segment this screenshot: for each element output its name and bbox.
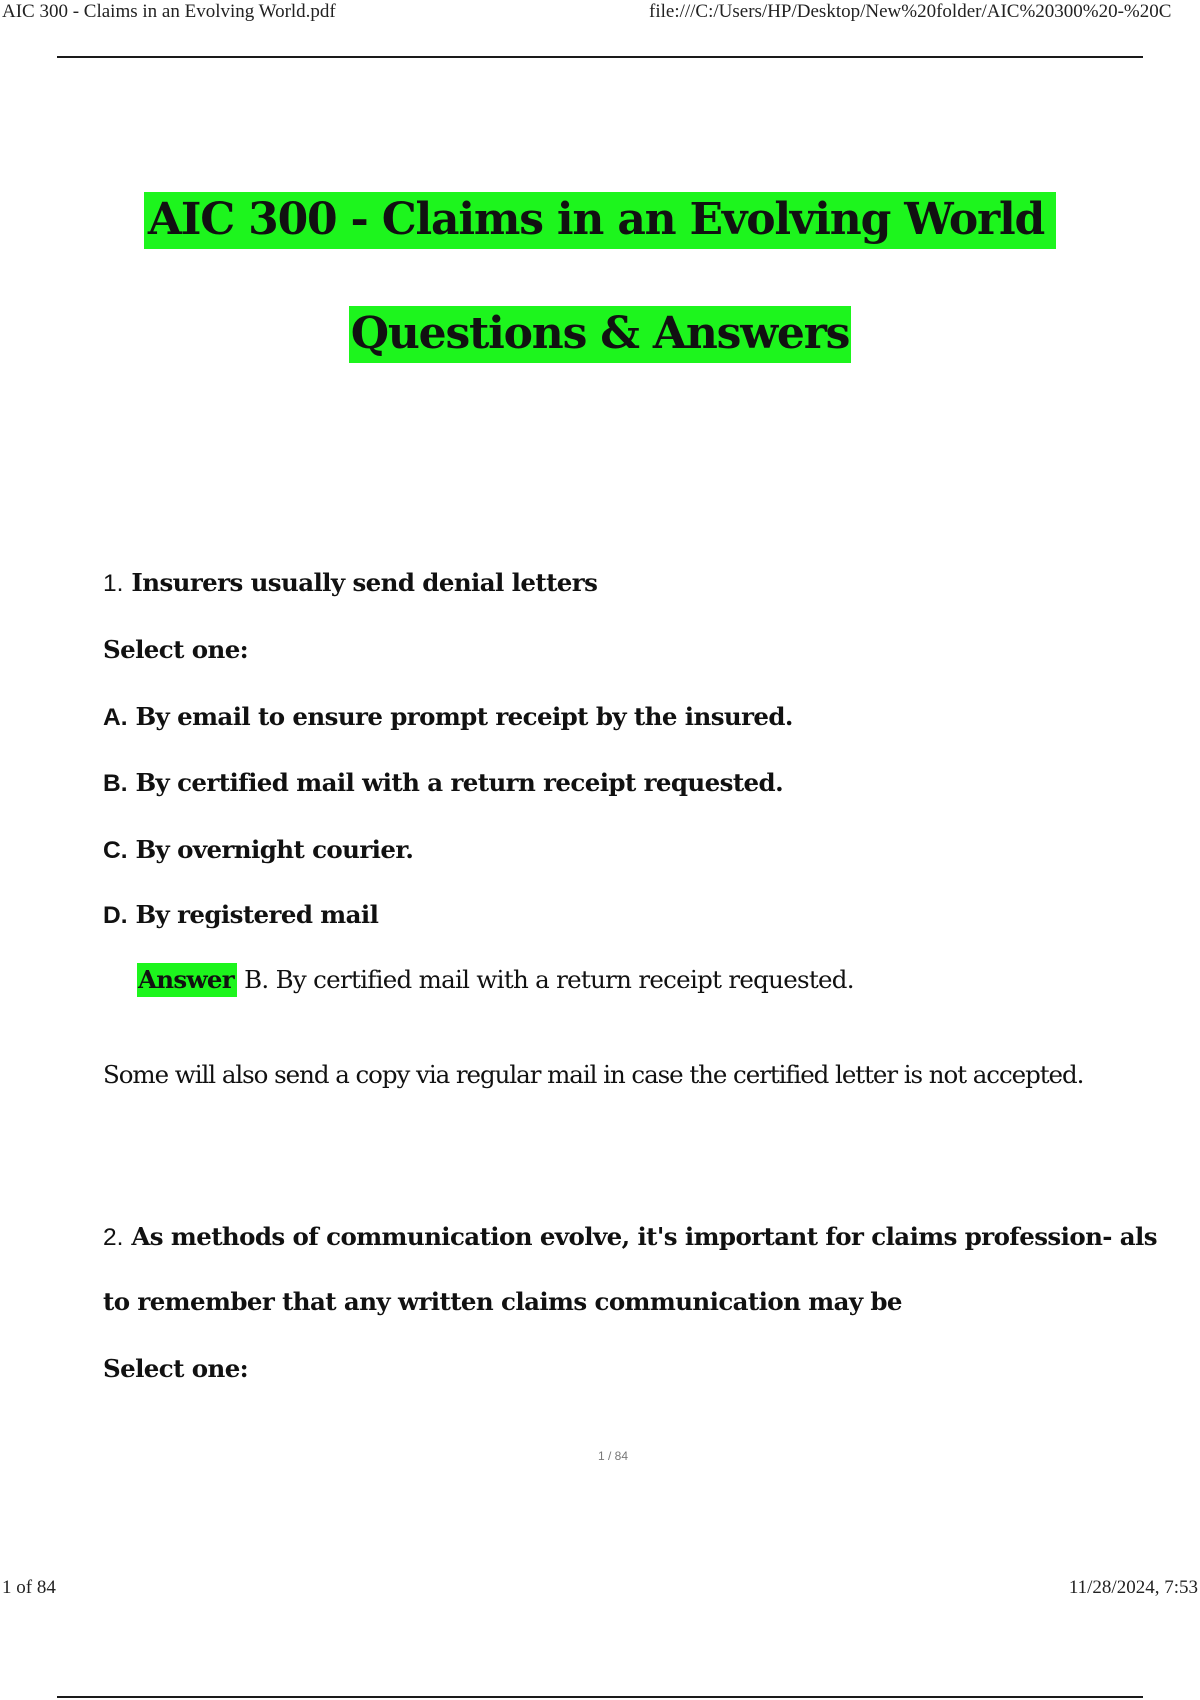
print-header — [0, 0, 1200, 26]
answer-text: B. By certified mail with a return receipt requested. — [244, 965, 854, 994]
print-footer-page-of: 1 of 84 — [2, 1577, 56, 1598]
question-1-option-c — [103, 835, 413, 865]
print-footer-datetime: 11/28/2024, 7:53 — [1068, 1577, 1198, 1598]
question-1-option-b — [103, 768, 783, 798]
option-text: By registered mail — [135, 900, 379, 929]
question-1-option-d — [103, 900, 378, 930]
question-1-text: Insurers usually send denial letters — [131, 568, 598, 597]
question-1-answer — [137, 965, 854, 994]
question-2-select-label: Select one: — [103, 1354, 249, 1383]
print-header-doc-name: AIC 300 - Claims in an Evolving World.pdf — [2, 1, 336, 22]
option-letter: A. — [103, 704, 128, 731]
option-text: By email to ensure prompt receipt by the insured. — [135, 702, 793, 731]
question-2-text-line-1: As methods of communication evolve, it's important for claims profession- als — [131, 1222, 1157, 1251]
document-title-line-2: Questions & Answers — [349, 306, 852, 363]
option-text: By certified mail with a return receipt requested. — [135, 768, 783, 797]
question-1-stem — [103, 568, 597, 598]
option-letter: C. — [103, 837, 128, 864]
question-2-number: 2. — [103, 1224, 124, 1251]
document-title-line-1: AIC 300 - Claims in an Evolving World — [144, 192, 1056, 249]
question-2-stem-line-1 — [103, 1222, 1157, 1252]
question-1-explanation: Some will also send a copy via regular mail in case the certified letter is not accepted. — [103, 1060, 1084, 1089]
answer-label: Answer — [137, 963, 237, 997]
top-divider — [57, 56, 1143, 58]
page-counter: 1 / 84 — [597, 1449, 629, 1463]
question-1-number: 1. — [103, 570, 124, 597]
document-subtitle — [0, 308, 1200, 359]
question-1-select-label: Select one: — [103, 635, 249, 664]
document-title — [0, 194, 1200, 245]
bottom-divider — [57, 1696, 1143, 1698]
option-text: By overnight courier. — [135, 835, 414, 864]
question-1-option-a — [103, 702, 793, 732]
print-header-file-url: file:///C:/Users/HP/Desktop/New%20folder/AIC%20300%20-%20C — [649, 1, 1172, 22]
option-letter: B. — [103, 770, 128, 797]
question-2-text-line-2: to remember that any written claims communication may be — [103, 1287, 902, 1316]
option-letter: D. — [103, 902, 128, 929]
